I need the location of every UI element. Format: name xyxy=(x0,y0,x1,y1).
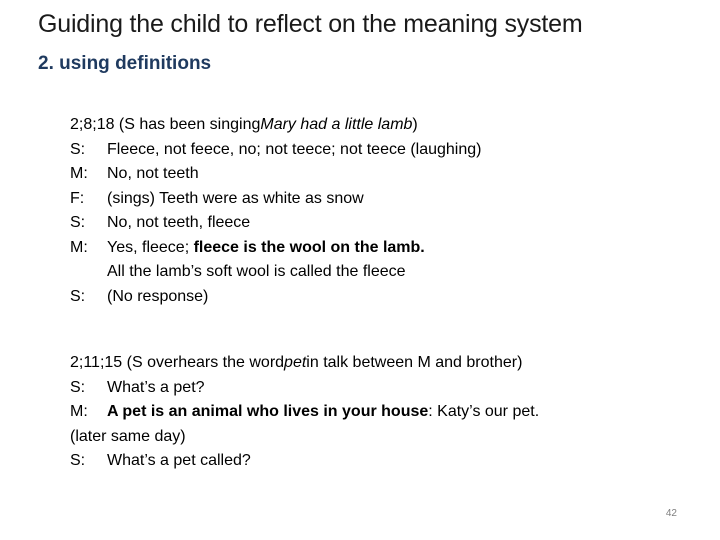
note-text: (later same day) xyxy=(70,427,186,445)
utterance-plain: Yes, fleece; xyxy=(107,238,194,256)
example-two-intro xyxy=(70,351,539,376)
dialogue-line xyxy=(70,376,539,401)
dialogue-line xyxy=(70,162,481,187)
slide-subtitle: 2. using definitions xyxy=(38,53,212,74)
dialogue-line xyxy=(70,285,481,310)
speaker-label: S: xyxy=(70,287,86,305)
utterance: (sings) Teeth were as white as snow xyxy=(107,189,364,207)
example-two xyxy=(70,351,539,474)
dialogue-line xyxy=(70,211,481,236)
speaker-label: S: xyxy=(70,214,86,231)
intro-close: in talk between M and brother) xyxy=(306,354,523,371)
speaker-label: M: xyxy=(70,403,88,420)
target-word: pet xyxy=(284,354,307,371)
utterance: No, not teeth, fleece xyxy=(107,214,251,231)
page-number: 42 xyxy=(665,508,677,519)
stage-note xyxy=(70,425,539,450)
dialogue-line xyxy=(70,138,481,163)
speaker-label: S: xyxy=(70,378,86,396)
song-title: Mary had a little lamb xyxy=(260,116,413,133)
utterance xyxy=(107,236,425,261)
slide-title: Guiding the child to reflect on the meaning system xyxy=(38,10,583,38)
example-one-intro xyxy=(70,113,481,138)
intro-close: ) xyxy=(412,116,418,133)
example-one xyxy=(70,113,481,309)
utterance: Fleece, not feece, no; not teece; not teece (laughing) xyxy=(107,140,482,158)
utterance: No, not teeth xyxy=(107,165,199,182)
utterance-plain: : Katy’s our pet. xyxy=(428,403,540,420)
intro-text: 2;8;18 (S has been singing xyxy=(70,116,261,133)
intro-text: 2;11;15 (S overhears the word xyxy=(70,354,285,371)
utterance: All the lamb’s soft wool is called the fleece xyxy=(107,263,406,280)
speaker-label: S: xyxy=(70,140,86,158)
dialogue-line-definition xyxy=(70,236,481,261)
speaker-label: M: xyxy=(70,165,88,182)
dialogue-line xyxy=(70,187,481,212)
dialogue-line-definition xyxy=(70,400,539,425)
definition-text: A pet is an animal who lives in your house xyxy=(107,403,429,420)
utterance xyxy=(107,400,539,425)
speaker-label: F: xyxy=(70,189,85,207)
utterance: What’s a pet called? xyxy=(107,452,251,469)
dialogue-line xyxy=(70,449,539,474)
utterance: What’s a pet? xyxy=(107,378,205,396)
dialogue-continuation xyxy=(70,260,481,285)
definition-text: fleece is the wool on the lamb. xyxy=(193,238,425,256)
utterance: (No response) xyxy=(107,287,209,305)
speaker-label: S: xyxy=(70,452,86,469)
speaker-label: M: xyxy=(70,238,88,256)
